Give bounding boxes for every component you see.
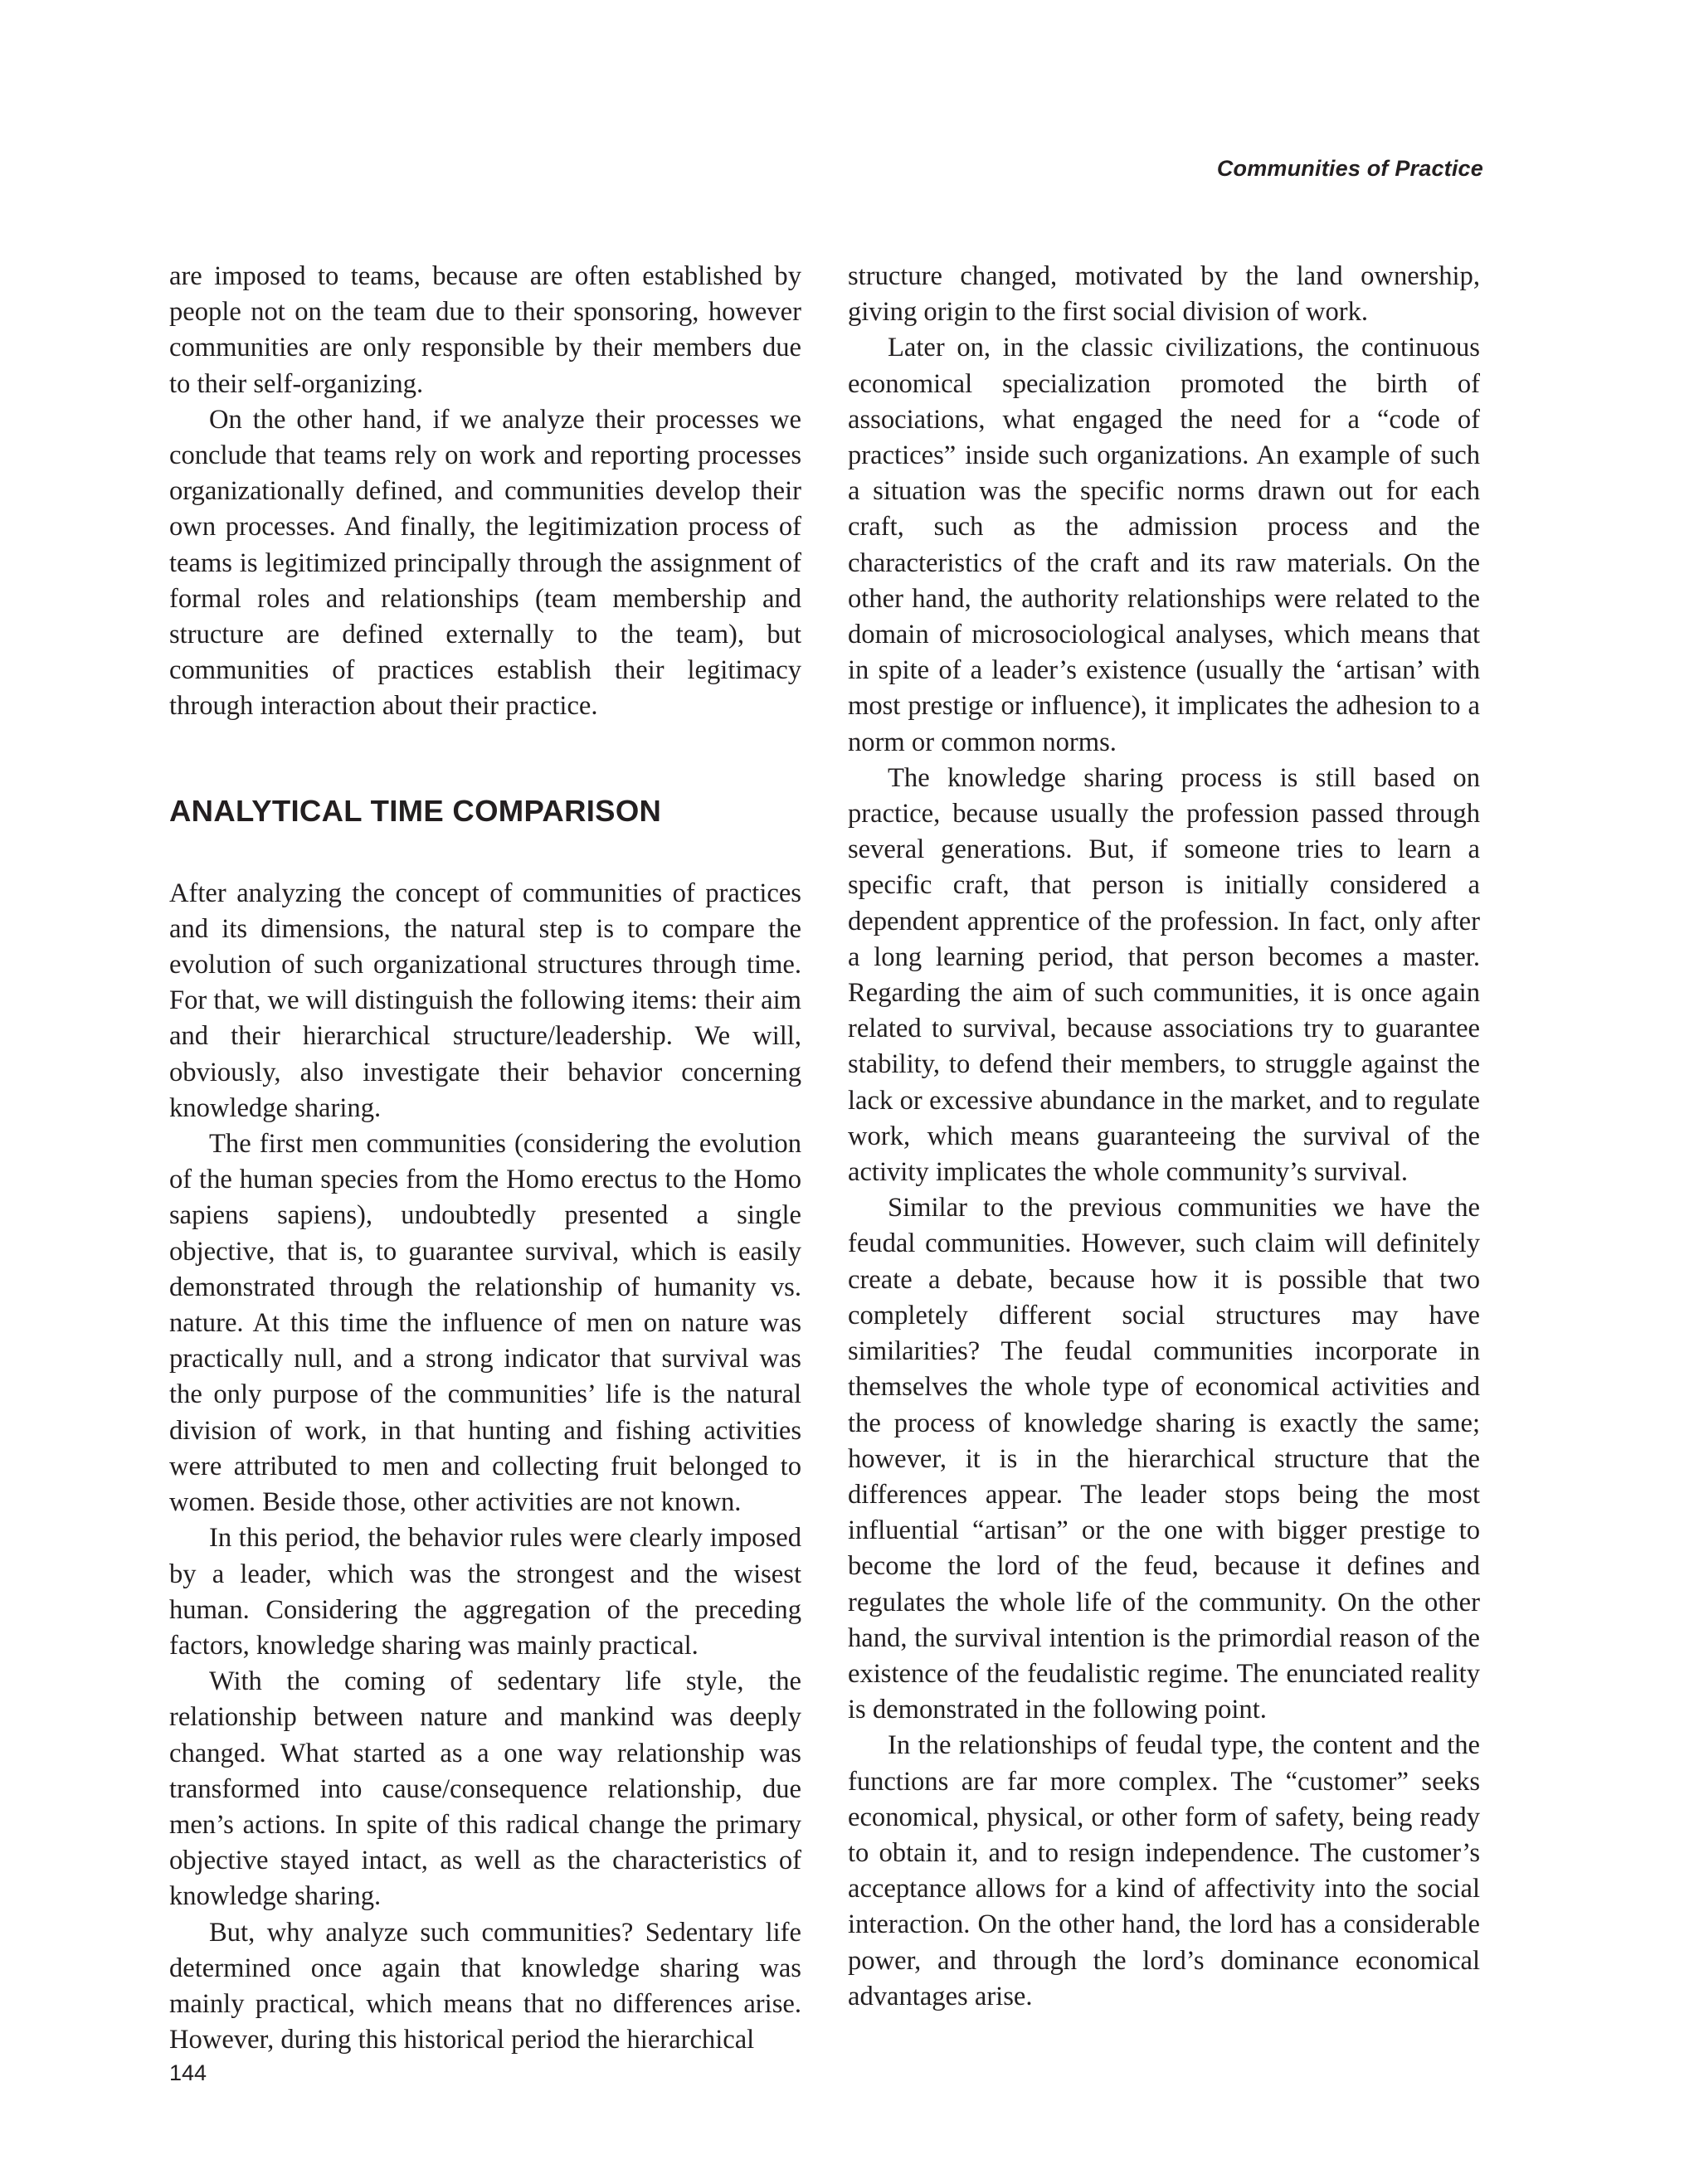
running-head-title: Communities of Practice (1216, 156, 1483, 181)
left-column (169, 259, 801, 2058)
body-paragraph: In the relationships of feudal type, the content and the functions are far more complex. The “customer” seeks economical, physical, or other form of safety, being ready to obtain it, and to resign independence. The customer’s acceptance allows for a kind of affectivity into the social interaction. On the other hand, the lord has a considerable power, and through the lord’s dominance economical advantages arise. (848, 1730, 1480, 2011)
right-column (848, 259, 1480, 2015)
body-paragraph: Later on, in the classic civilizations, the continuous economical specialization promoted the birth of associations, what engaged the need for a “code of practices” inside such organizations. An example of such a situation was the specific norms drawn out for each craft, such as the admission process and the characteristics of the craft and its raw materials. On the other hand, the authority relationships were related to the domain of microsociological analyses, which means that in spite of a leader’s existence (usually the ‘artisan’ with most prestige or influence), it implicates the adhesion to a norm or common norms. (848, 333, 1480, 757)
body-paragraph: But, why analyze such communities? Sedentary life determined once again that knowledge sharing was mainly practical, which means that no differences arise. However, during this historical period the hierarchical (169, 1917, 801, 2055)
body-paragraph: On the other hand, if we analyze their processes we conclude that teams rely on work and reporting processes organizationally defined, and communities develop their own processes. And finally, the legitimization process of teams is legitimized principally through the assignment of formal roles and relationships (team membership and structure are defined externally to the team), but communities of practices establish their legitimacy through interaction about their practice. (169, 404, 801, 722)
body-paragraph: With the coming of sedentary life style, the relationship between nature and mankind was deeply changed. What started as a one way relationship was transformed into cause/consequence relationship, due men’s actions. In spite of this radical change the primary objective stayed intact, as well as the characteristics of knowledge sharing. (169, 1666, 801, 1912)
body-paragraph: The first men communities (considering the evolution of the human species from the Homo erectus to the Homo sapiens sapiens), undoubtedly presented a single objective, that is, to guarantee survival, which is easily demonstrated through the relationship of humanity vs. nature. At this time the influence of men on nature was practically null, and a strong indicator that survival was the only purpose of the communities’ life is the natural division of work, in that hunting and fishing activities were attributed to men and collecting fruit belonged to women. Beside those, other activities are not known. (169, 1129, 801, 1518)
body-paragraph: are imposed to teams, because are often established by people not on the team due to their sponsoring, however communities are only responsible by their members due to their self-organizing. (169, 261, 801, 399)
body-paragraph: The knowledge sharing process is still based on practice, because usually the profession passed through several generations. But, if someone tries to learn a specific craft, that person is initially considered a dependent apprentice of the profession. In fact, only after a long learning period, that person becomes a master. Regarding the aim of such communities, it is once again related to survival, because associations try to guarantee stability, to defend their members, to struggle against the lack or excessive abundance in the market, and to regulate work, which means guaranteeing the survival of the activity implicates the whole community’s survival. (848, 762, 1480, 1188)
body-paragraph: In this period, the behavior rules were clearly imposed by a leader, which was the strongest and the wisest human. Considering the aggregation of the preceding factors, knowledge sharing was mainly practical. (169, 1523, 801, 1661)
body-paragraph: After analyzing the concept of communities of practices and its dimensions, the natural step is to compare the evolution of such organizational structures through time. For that, we will distinguish the following items: their aim and their hierarchical structure/leadership. We will, obviously, also investigate their behavior concerning knowledge sharing. (169, 878, 801, 1123)
page-number: 144 (169, 2060, 207, 2085)
body-paragraph: Similar to the previous communities we have the feudal communities. However, such claim will definitely create a debate, because how it is possible that two completely different social structures may have similarities? The feudal communities incorporate in themselves the whole type of economical activities and the process of knowledge sharing is exactly the same; however, it is in the hierarchical structure that the differences appear. The leader stops being the most influential “artisan” or the one with bigger prestige to become the lord of the feud, because it defines and regulates the whole life of the community. On the other hand, the survival intention is the primordial reason of the existence of the feudalistic regime. The enunciated reality is demonstrated in the following point. (848, 1193, 1480, 1725)
section-heading: ANALYTICAL TIME COMPARISON (169, 793, 662, 828)
body-paragraph: structure changed, motivated by the land ownership, giving origin to the first social division of work. (848, 261, 1480, 328)
